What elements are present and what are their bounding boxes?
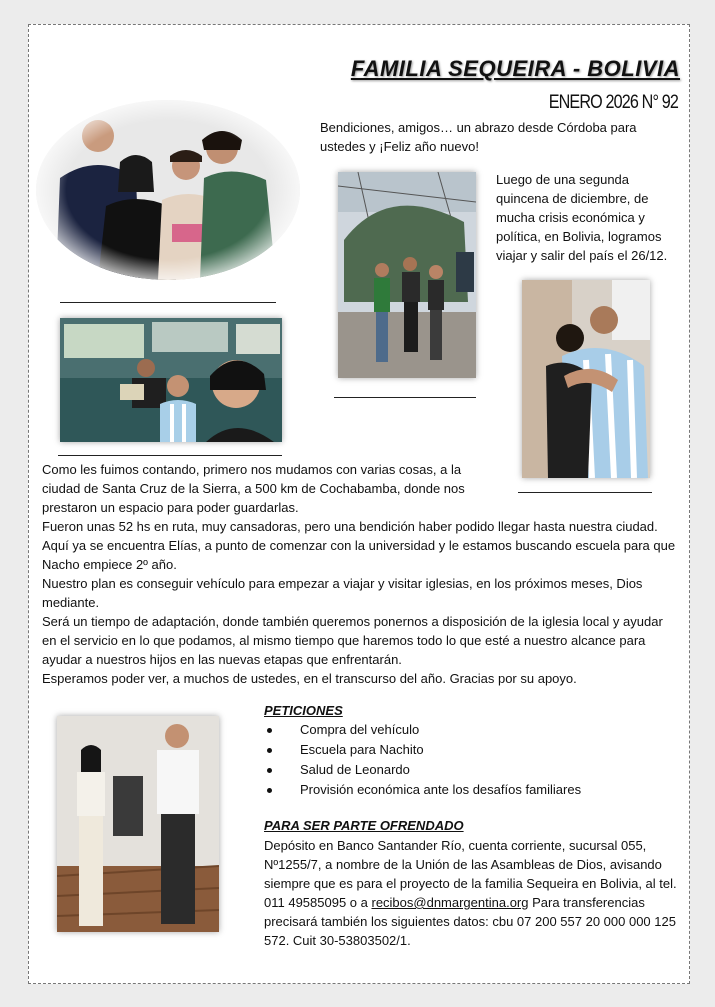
family-portrait-photo xyxy=(36,100,300,280)
body-paragraph: Nuestro plan es conseguir vehículo para empezar a viajar y visitar iglesias, en los próximos meses, Dios mediante. xyxy=(42,576,643,610)
body-line: prestaron un espacio para poder guardarlas. xyxy=(42,500,299,515)
offering-text: Depósito en Banco Santander Río, cuenta corriente, sucursal 055, Nº1255/7, a nombre de la Unión de las Asambleas de Dios, avisando siempre que es para el proyecto de la familia Sequeira en Bolivia, al tel. 011 49585095 o a xyxy=(264,838,677,910)
petition-item: Provisión económica ante los desafíos familiares xyxy=(264,780,664,800)
body-line: ciudad de Santa Cruz de la Sierra, a 500 km de Cochabamba, donde nos xyxy=(42,481,465,496)
church-stage-photo xyxy=(57,716,219,932)
body-paragraph: Aquí ya se encuentra Elías, a punto de comenzar con la universidad y le estamos buscando escuela para que Nacho empiece 2º año. xyxy=(42,538,676,572)
offering-paragraph xyxy=(264,836,680,950)
petition-item: Escuela para Nachito xyxy=(264,740,664,760)
travel-note-paragraph: Luego de una segunda quincena de diciembre, de mucha crisis económica y política, en Bolivia, logramos viajar y salir del país el 26/12. xyxy=(496,172,668,263)
divider-line xyxy=(58,455,282,456)
petitions-list xyxy=(264,720,664,800)
hug-photo xyxy=(522,280,650,478)
petition-item: Salud de Leonardo xyxy=(264,760,664,780)
offering-text-continued: Para transferencias precisará también los siguientes datos: cbu 07 200 557 20 000 000 125 572. Cuit 30-53803502/1. xyxy=(264,895,676,948)
body-paragraph: Será un tiempo de adaptación, donde también queremos ponernos a disposición de la iglesia local y ayudar en el servicio en lo que podamos, al mismo tiempo que haremos todo lo que esté a nuestro alcance para ayudar a nuestros hijos en las nuevas etapas que enfrentarán. xyxy=(42,614,663,667)
main-body xyxy=(42,460,678,688)
offering-heading: PARA SER PARTE OFRENDADO xyxy=(264,818,464,833)
divider-line xyxy=(60,302,276,303)
newsletter-title: FAMILIA SEQUEIRA - BOLIVIA xyxy=(350,56,680,81)
petitions-heading: PETICIONES xyxy=(264,703,343,718)
divider-line xyxy=(334,397,476,398)
issue-label: ENERO 2026 N° 92 xyxy=(548,92,678,113)
truck-photo xyxy=(338,172,476,378)
email-link[interactable]: recibos@dnmargentina.org xyxy=(371,895,529,910)
body-paragraph: Esperamos poder ver, a muchos de ustedes, en el transcurso del año. Gracias por su apoyo. xyxy=(42,671,577,686)
body-line: Como les fuimos contando, primero nos mudamos con varias cosas, a la xyxy=(42,462,462,477)
intro-paragraph: Bendiciones, amigos… un abrazo desde Córdoba para ustedes y ¡Feliz año nuevo! xyxy=(320,120,637,154)
body-paragraph: Fueron unas 52 hs en ruta, muy cansadoras, pero una bendición haber podido llegar hasta nuestra ciudad. xyxy=(42,519,658,534)
petition-item: Compra del vehículo xyxy=(264,720,664,740)
bus-selfie-photo xyxy=(60,318,282,442)
